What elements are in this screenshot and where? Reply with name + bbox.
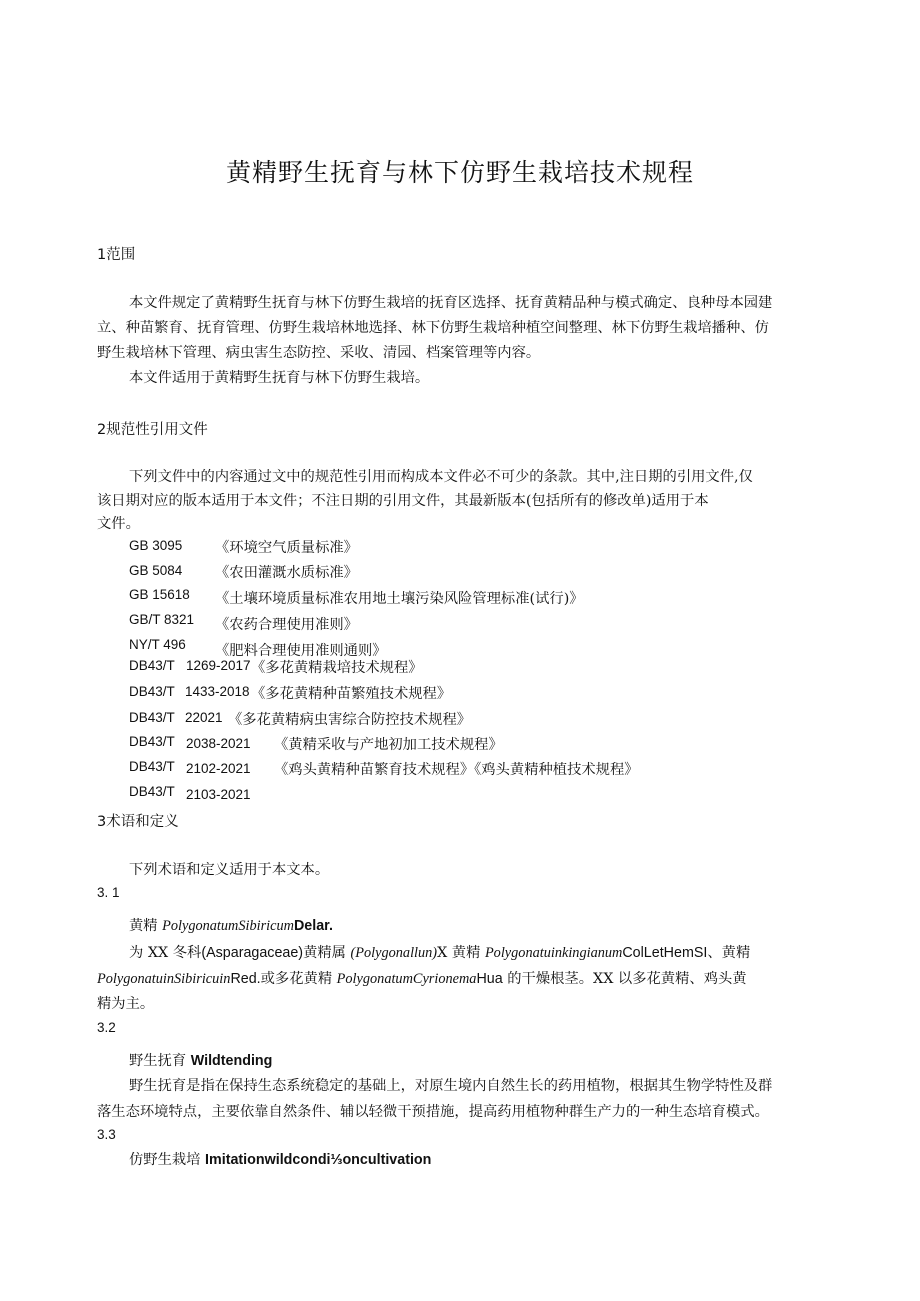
ref-number: 2038-2021 bbox=[186, 736, 251, 751]
ref-code: DB43/T bbox=[129, 710, 175, 725]
def-text: 、黄精 bbox=[707, 945, 751, 961]
def-text: 或多花黄精 bbox=[260, 971, 337, 987]
sec1-para1-line1: 本文件规定了黄精野生抚育与林下仿野生栽培的抚育区选择、抚育黄精品种与模式确定、良种母本园建 bbox=[129, 295, 773, 311]
ref-title: 《多花黄精栽培技术规程》 bbox=[251, 660, 423, 676]
term-3-2-title bbox=[129, 1050, 272, 1070]
term-3-2-number: 3.2 bbox=[97, 1020, 116, 1035]
sec1-para2: 本文件适用于黄精野生抚育与林下仿野生栽培。 bbox=[129, 370, 430, 386]
term-3-1-title bbox=[129, 915, 333, 935]
def-author: Hua bbox=[476, 971, 503, 987]
sec2-para-line2: 该日期对应的版本适用于本文件；不注日期的引用文件，其最新版本(包括所有的修改单)适用于本 bbox=[97, 493, 709, 509]
ref-code: GB 3095 bbox=[129, 538, 183, 553]
ref-code: DB43/T bbox=[129, 759, 175, 774]
ref-code: DB43/T bbox=[129, 684, 175, 699]
ref-title: 《多花黄精种苗繁殖技术规程》 bbox=[251, 686, 452, 702]
def-text: 黄精属 bbox=[303, 945, 351, 961]
sec1-para1-line2: 立、种苗繁育、抚育管理、仿野生栽培林地选择、林下仿野生栽培种植空间整理、林下仿野生栽培播种、仿 bbox=[97, 320, 769, 336]
section-1-heading: 1范围 bbox=[97, 247, 136, 263]
def-species: PolygonatumCyrionema bbox=[336, 971, 477, 987]
ref-title: 《环境空气质量标准》 bbox=[215, 540, 358, 556]
term-3-2-def-line1: 野生抚育是指在保持生态系统稳定的基础上，对原生境内自然生长的药用植物，根据其生物学特性及群 bbox=[129, 1078, 773, 1094]
term-en: Wildtending bbox=[190, 1053, 273, 1069]
ref-code: DB43/T bbox=[129, 658, 175, 673]
term-en: Imitationwildcondi⅓oncultivation bbox=[205, 1152, 432, 1168]
term-cn: 野生抚育 bbox=[129, 1053, 191, 1069]
def-species: PolygonatuinSibiricuin bbox=[97, 971, 231, 987]
term-author: Delar. bbox=[293, 918, 333, 934]
term-3-1-def-line3 bbox=[97, 993, 154, 1013]
term-latin: PolygonatumSibiricum bbox=[162, 918, 294, 934]
def-text: 的干燥根茎。XX 以多花黄精、鸡头黄 bbox=[502, 971, 747, 987]
def-author: Red. bbox=[230, 971, 261, 987]
ref-number: 2102-2021 bbox=[186, 761, 251, 776]
ref-code: NY/T 496 bbox=[129, 637, 186, 652]
ref-number: 22021 bbox=[185, 710, 223, 725]
ref-title: 《多花黄精病虫害综合防控技术规程》 bbox=[228, 712, 472, 728]
ref-code: GB 15618 bbox=[129, 587, 190, 602]
term-3-3-number: 3.3 bbox=[97, 1127, 116, 1142]
ref-title: 《黄精采收与产地初加工技术规程》 bbox=[274, 737, 503, 753]
sec2-para-line1: 下列文件中的内容通过文中的规范性引用而构成本文件必不可少的条款。其中,注日期的引用文件,仅 bbox=[129, 469, 753, 485]
document-title: 黄精野生抚育与林下仿野生栽培技术规程 bbox=[225, 158, 694, 187]
def-text: 为 XX 冬科 bbox=[129, 945, 202, 961]
term-cn: 仿野生栽培 bbox=[129, 1152, 206, 1168]
def-species: Polygonatuinkingianum bbox=[484, 945, 623, 961]
sec3-intro: 下列术语和定义适用于本文本。 bbox=[129, 862, 330, 878]
ref-number: 1433-2018 bbox=[185, 684, 250, 699]
ref-title: 《农田灌溉水质标准》 bbox=[215, 565, 358, 581]
ref-title: 《鸡头黄精种苗繁育技术规程》《鸡头黄精种植技术规程》 bbox=[274, 762, 639, 778]
def-text: 精为主。 bbox=[97, 996, 155, 1012]
def-author: ColLetHemSI bbox=[622, 945, 708, 961]
ref-number: 2103-2021 bbox=[186, 787, 251, 802]
term-3-2-def-line2: 落生态环境特点，主要依靠自然条件、辅以轻微干预措施，提高药用植物种群生产力的一种生态培育模式。 bbox=[97, 1104, 769, 1120]
ref-code: GB 5084 bbox=[129, 563, 183, 578]
section-2-heading: 2规范性引用文件 bbox=[97, 422, 208, 438]
ref-title: 《农药合理使用准则》 bbox=[215, 617, 358, 633]
ref-code: DB43/T bbox=[129, 734, 175, 749]
term-3-3-title bbox=[129, 1149, 431, 1169]
sec2-para-line3: 文件。 bbox=[97, 516, 140, 532]
ref-number: 1269-2017 bbox=[186, 658, 251, 673]
term-3-1-number: 3. 1 bbox=[97, 885, 120, 900]
section-3-heading: 3术语和定义 bbox=[97, 814, 179, 830]
ref-code: DB43/T bbox=[129, 784, 175, 799]
ref-title: 《土壤环境质量标准农用地土壤污染风险管理标准(试行)》 bbox=[215, 591, 584, 607]
term-cn: 黄精 bbox=[129, 918, 163, 934]
ref-title: 《肥料合理使用准则通则》 bbox=[215, 643, 387, 659]
sec1-para1-line3: 野生栽培林下管理、病虫害生态防控、采收、清园、档案管理等内容。 bbox=[97, 345, 541, 361]
ref-code: GB/T 8321 bbox=[129, 612, 195, 627]
def-genus: (Polygonallun) bbox=[350, 945, 438, 961]
def-text: X 黄精 bbox=[437, 945, 485, 961]
term-3-1-def-line2 bbox=[97, 968, 747, 988]
def-family: (Asparagaceae) bbox=[201, 945, 304, 961]
term-3-1-def-line1 bbox=[129, 942, 750, 962]
